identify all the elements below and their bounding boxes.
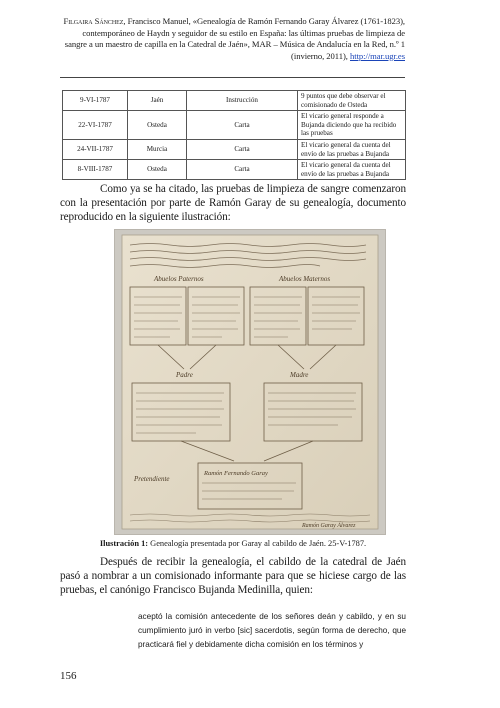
table-row [63,111,406,140]
block-quote: aceptó la comisión antecedente de los señores deán y cabildo, y en su cumplimiento juró in verbo [sic] sacerdotis, según forma de derecho, que practicará fiel y debidamente dicha comisión en los términos y [138,612,406,649]
heading-paternal: Abuelos Paternos [154,275,204,283]
label-mother: Madre [290,371,309,379]
table-row [63,91,406,111]
cell-type: Carta [187,139,298,159]
signature: Ramón Garay Álvarez [302,523,356,529]
cell-place: Osteda [128,111,187,140]
cell-summary: El vicario general da cuenta del envío de las pruebas a Bujanda [298,139,406,159]
cell-place: Osteda [128,160,187,180]
table-row [63,139,406,159]
page-number: 156 [60,670,77,682]
caption-text: Genealogía presentada por Garay al cabildo de Jaén. 25-V-1787. [148,539,367,548]
paragraph-commission-text: Después de recibir la genealogía, el cabildo de la catedral de Jaén pasó a nombrar a un comisionado informante para que se hiciese cargo de las pruebas, el canónigo Francisco Bujanda Medinilla, quien: [60,556,406,596]
header-citation: , Francisco Manuel, «Genealogía de Ramón Fernando Garay Álvarez (1761-1823), contemporáneo de Haydn y seguidor de su estilo en España: las últimas pruebas de limpieza de sangre a un maestro de capilla en la Catedral de Jaén», MAR – Música de Andalucía en la Red, n.º 1 (invierno, 2011), [64,16,405,61]
cell-summary: El vicario general responde a Bujanda diciendo que ha recibido las pruebas [298,111,406,140]
cell-date: 24-VII-1787 [63,139,128,159]
cell-summary: El vicario general da cuenta del envío de las pruebas a Bujanda [298,160,406,180]
paragraph-intro-text: Como ya se ha citado, las pruebas de limpieza de sangre comenzaron con la presentación por parte de Ramón Garay de su genealogía, documento reproducido en la siguiente ilustración: [60,183,406,223]
subject-name: Ramón Fernando Garay [204,470,268,477]
cell-date: 8-VIII-1787 [63,160,128,180]
heading-maternal: Abuelos Maternos [279,275,331,283]
paragraph-intro [60,183,406,224]
running-header [60,16,405,62]
label-subject: Pretendiente [134,475,170,483]
cell-type: Carta [187,111,298,140]
cell-summary: 9 puntos que debe observar el comisionado de Osteda [298,91,406,111]
genealogy-illustration [114,229,386,535]
header-rule [60,77,405,78]
caption-label: Ilustración 1: [99,539,149,548]
figure-caption [60,539,406,549]
cell-place: Jaén [128,91,187,111]
header-author: Filgaira Sánchez [63,16,124,26]
journal-link[interactable]: http://mar.ugr.es [349,50,405,61]
cell-place: Murcia [128,139,187,159]
cell-date: 9-VI-1787 [63,91,128,111]
cell-type: Carta [187,160,298,180]
label-father: Padre [176,371,193,379]
cell-date: 22-VI-1787 [63,111,128,140]
documents-table [62,90,406,180]
paragraph-commission [60,556,406,597]
cell-type: Instrucción [187,91,298,111]
table-row [63,160,406,180]
